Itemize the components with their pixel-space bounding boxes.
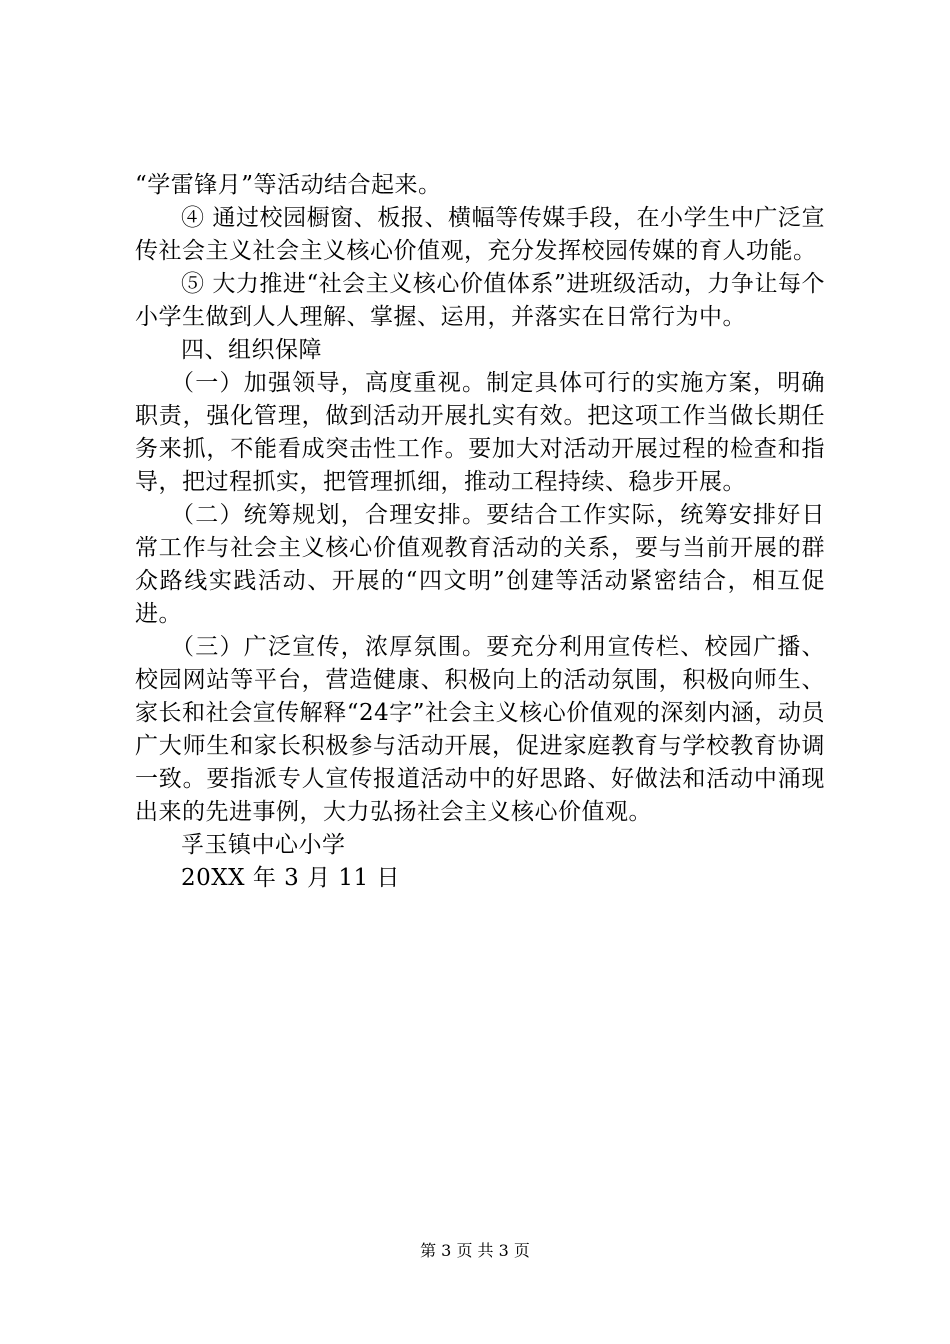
paragraph-section-1: （一）加强领导，高度重视。制定具体可行的实施方案，明确职责，强化管理，做到活动开展扎实有效。把这项工作当做长期任务来抓，不能看成突击性工作。要加大对活动开展过程的检查和指导，把过程抓实，把管理抓细，推动工程持续、稳步开展。 <box>135 370 825 495</box>
section-heading: 四、组织保障 <box>181 337 322 363</box>
signature: 孚玉镇中心小学 <box>181 832 346 858</box>
paragraph-item-4: ④ 通过校园橱窗、板报、横幅等传媒手段，在小学生中广泛宣传社会主义社会主义核心价值观，充分发挥校园传媒的育人功能。 <box>135 205 825 264</box>
paragraph-item-5: ⑤ 大力推进“社会主义核心价值体系”进班级活动，力争让每个小学生做到人人理解、掌握、运用，并落实在日常行为中。 <box>135 271 825 330</box>
paragraph-section-2: （二）统筹规划，合理安排。要结合工作实际，统筹安排好日常工作与社会主义核心价值观教育活动的关系，要与当前开展的群众路线实践活动、开展的“四文明”创建等活动紧密结合，相互促进。 <box>135 502 825 627</box>
paragraph-continuation: “学雷锋月”等活动结合起来。 <box>135 172 442 198</box>
page-number-footer: 第 3 页 共 3 页 <box>420 1241 530 1260</box>
date: 20XX 年 3 月 11 日 <box>181 865 400 891</box>
paragraph-section-3: （三）广泛宣传，浓厚氛围。要充分利用宣传栏、校园广播、校园网站等平台，营造健康、积极向上的活动氛围，积极向师生、家长和社会宣传解释“24字”社会主义核心价值观的深刻内涵，动员广大师生和家长积极参与活动开展，促进家庭教育与学校教育协调一致。要指派专人宣传报道活动中的好思路、好做法和活动中涌现出来的先进事例，大力弘扬社会主义核心价值观。 <box>135 634 825 825</box>
document-body <box>135 169 825 895</box>
